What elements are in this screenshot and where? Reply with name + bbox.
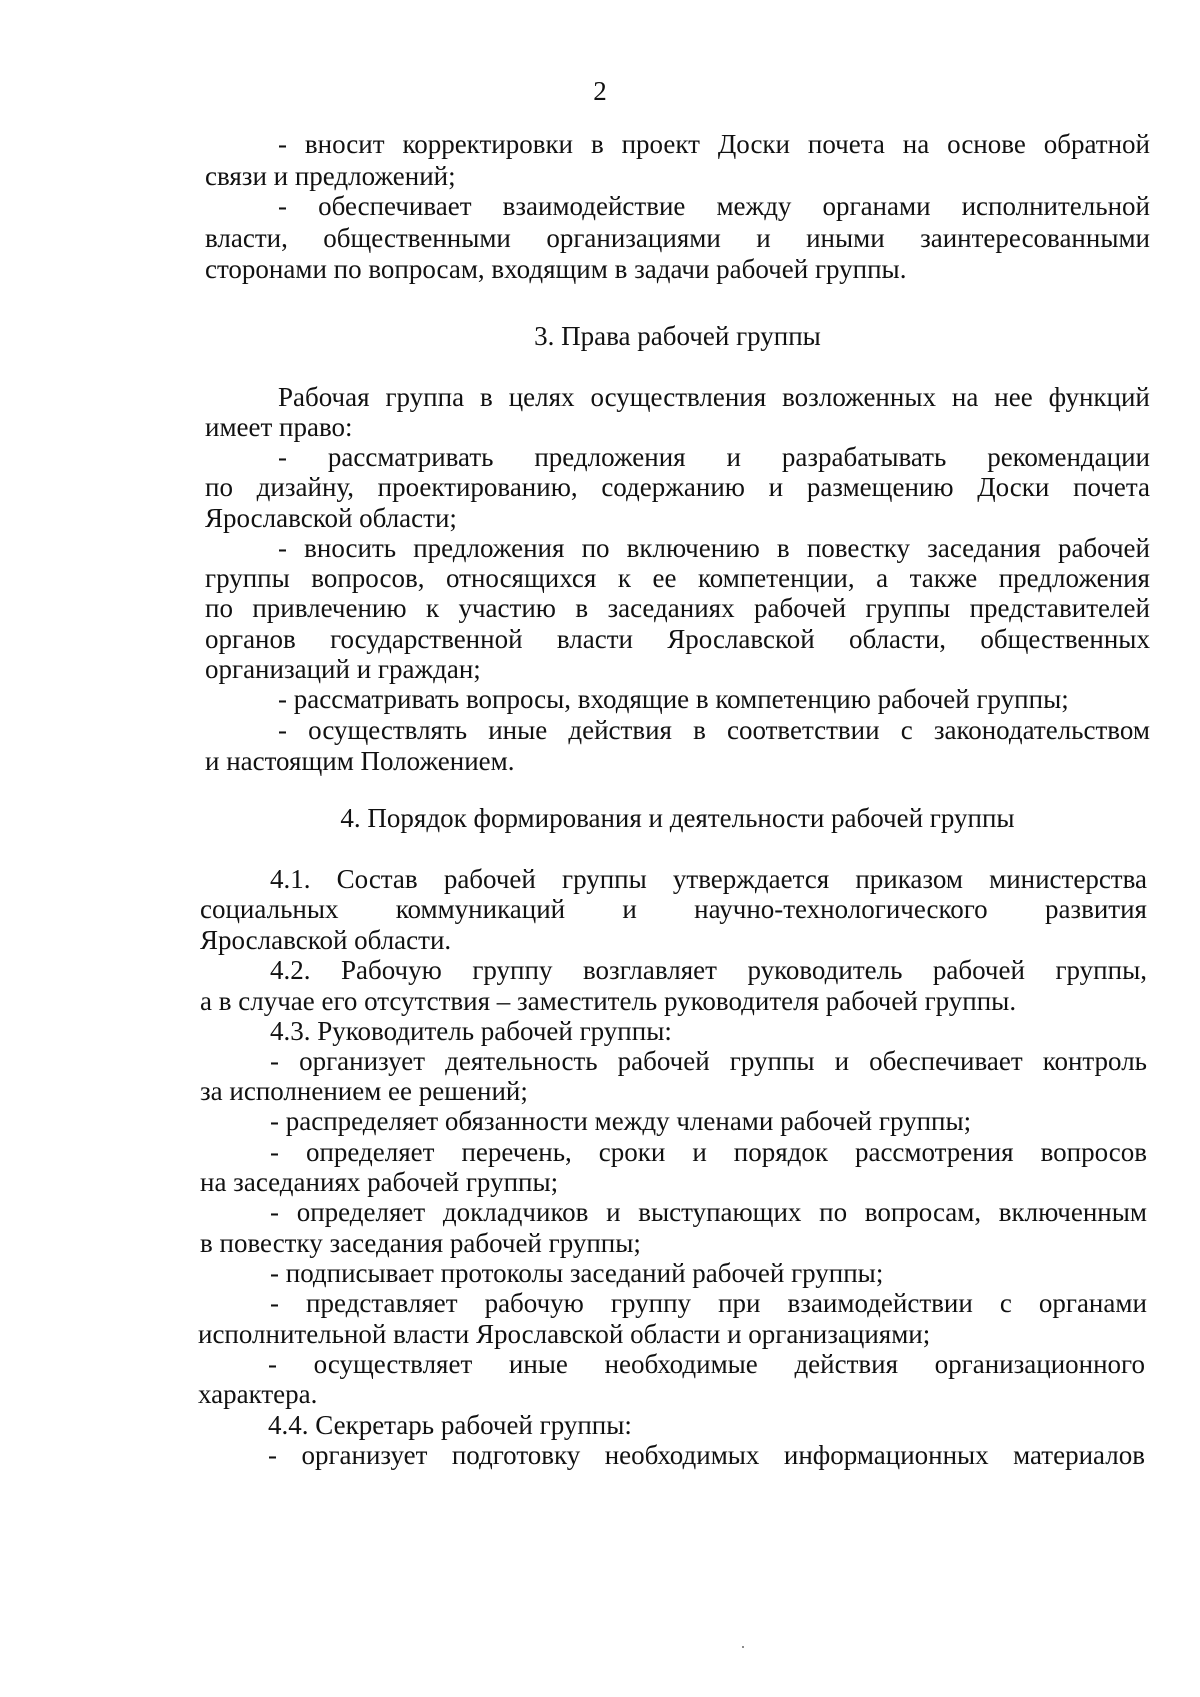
- text-line: Ярославской области.: [200, 925, 452, 955]
- text-line: - вносит корректировки в проект Доски почета на основе обратной: [278, 129, 1150, 159]
- text-line: социальных коммуникаций и научно-технологического развития: [200, 894, 1147, 924]
- text-line: Ярославской области;: [205, 503, 457, 533]
- text-line: 4.3. Руководитель рабочей группы:: [270, 1016, 672, 1046]
- text-line: имеет право:: [205, 412, 353, 442]
- text-line: характера.: [198, 1379, 318, 1409]
- text-line: - распределяет обязанности между членами рабочей группы;: [270, 1106, 972, 1136]
- text-line: а в случае его отсутствия – заместитель руководителя рабочей группы.: [200, 986, 1017, 1016]
- text-line: - организует деятельность рабочей группы и обеспечивает контроль: [270, 1046, 1147, 1076]
- scan-speck: [742, 1646, 744, 1648]
- text-line: по привлечению к участию в заседаниях рабочей группы представителей: [205, 593, 1150, 623]
- text-line: 4.1. Состав рабочей группы утверждается приказом министерства: [270, 864, 1147, 894]
- text-line: - осуществлять иные действия в соответствии с законодательством: [278, 715, 1150, 745]
- text-line: - рассматривать вопросы, входящие в компетенцию рабочей группы;: [278, 684, 1069, 714]
- text-line: группы вопросов, относящихся к ее компетенции, а также предложения: [205, 563, 1150, 593]
- text-line: по дизайну, проектированию, содержанию и размещению Доски почета: [205, 472, 1150, 502]
- text-line: организаций и граждан;: [205, 654, 481, 684]
- text-line: в повестку заседания рабочей группы;: [200, 1228, 641, 1258]
- page-number: 2: [593, 76, 607, 106]
- text-line: - обеспечивает взаимодействие между органами исполнительной: [278, 191, 1150, 221]
- text-line: - осуществляет иные необходимые действия организационного: [268, 1349, 1145, 1379]
- text-line: - рассматривать предложения и разрабатывать рекомендации: [278, 442, 1150, 472]
- section-heading: 3. Права рабочей группы: [534, 321, 821, 351]
- text-line: власти, общественными организациями и иными заинтересованными: [205, 223, 1150, 253]
- text-line: - подписывает протоколы заседаний рабочей группы;: [270, 1258, 884, 1288]
- section-heading: 4. Порядок формирования и деятельности рабочей группы: [340, 803, 1015, 833]
- text-line: и настоящим Положением.: [205, 746, 515, 776]
- text-line: исполнительной власти Ярославской области и организациями;: [198, 1319, 931, 1349]
- text-line: связи и предложений;: [205, 161, 456, 191]
- text-line: органов государственной власти Ярославской области, общественных: [205, 624, 1150, 654]
- text-line: - вносить предложения по включению в повестку заседания рабочей: [278, 533, 1150, 563]
- text-line: - представляет рабочую группу при взаимодействии с органами: [270, 1288, 1147, 1318]
- text-line: за исполнением ее решений;: [200, 1076, 528, 1106]
- text-line: Рабочая группа в целях осуществления возложенных на нее функций: [278, 382, 1150, 412]
- text-line: сторонами по вопросам, входящим в задачи рабочей группы.: [205, 254, 907, 284]
- text-line: на заседаниях рабочей группы;: [200, 1167, 559, 1197]
- text-line: 4.2. Рабочую группу возглавляет руководитель рабочей группы,: [270, 955, 1147, 985]
- text-line: 4.4. Секретарь рабочей группы:: [268, 1410, 632, 1440]
- text-line: - определяет докладчиков и выступающих по вопросам, включенным: [270, 1197, 1147, 1227]
- text-line: - организует подготовку необходимых информационных материалов: [268, 1440, 1145, 1470]
- text-line: - определяет перечень, сроки и порядок рассмотрения вопросов: [270, 1137, 1147, 1167]
